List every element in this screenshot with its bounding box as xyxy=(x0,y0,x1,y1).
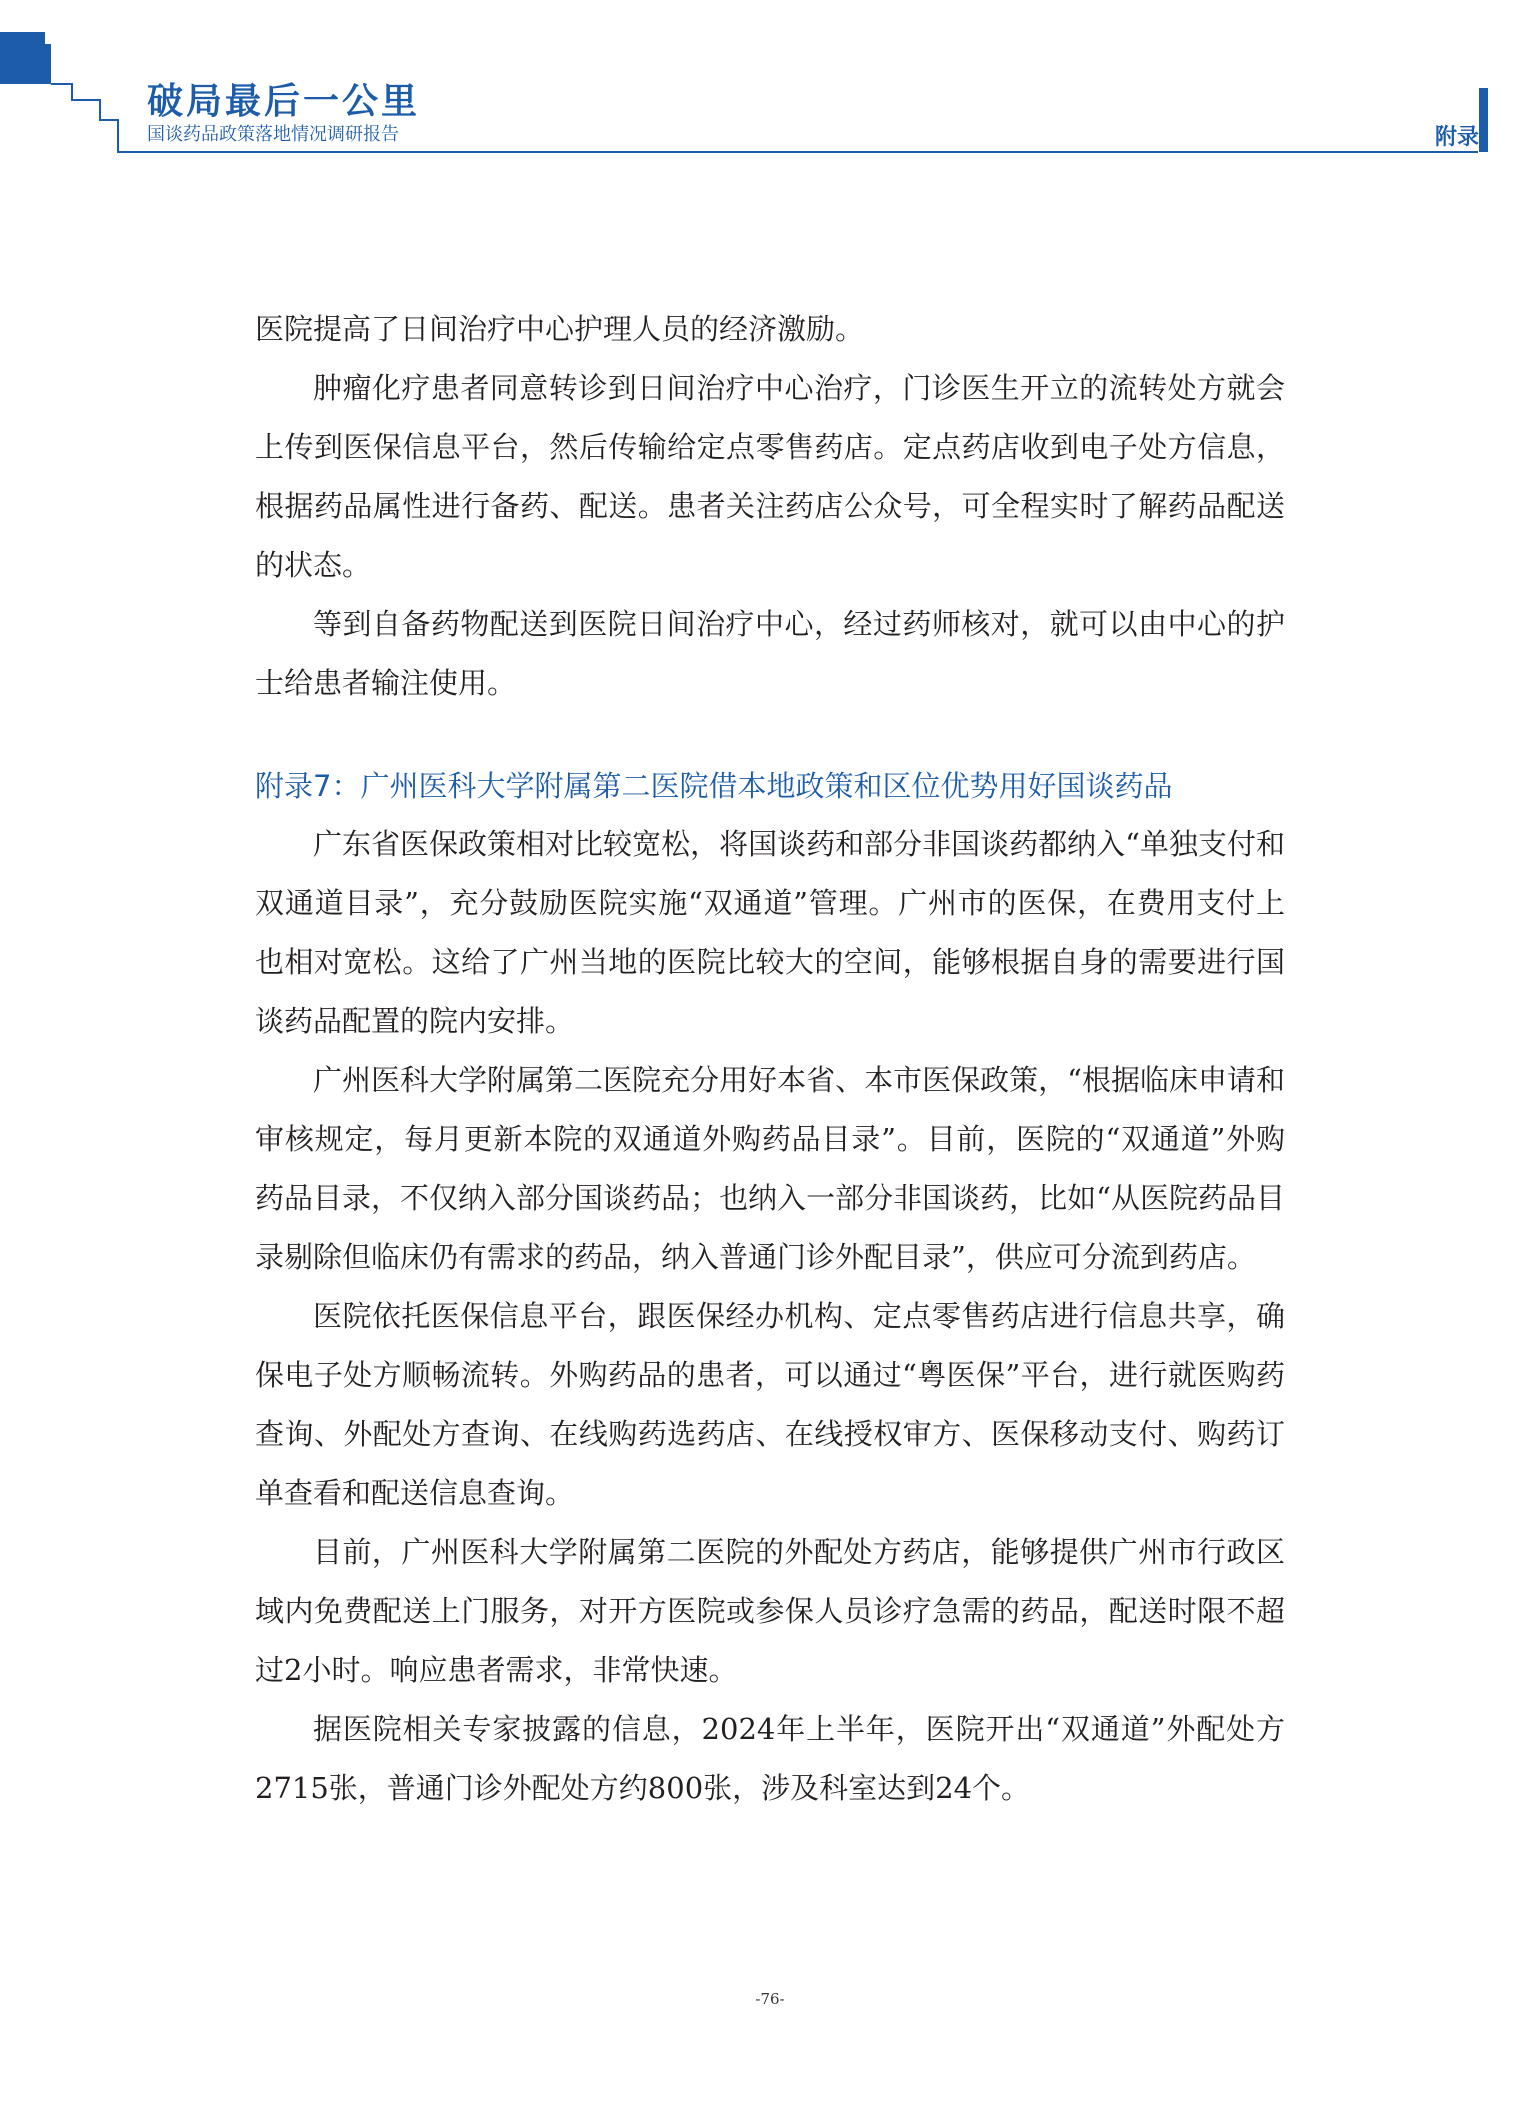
section-label: 附录 xyxy=(1434,125,1479,150)
appendix-heading: 附录7：广州医科大学附属第二医院借本地政策和区位优势用好国谈药品 xyxy=(255,769,1173,803)
body-paragraph: 广州医科大学附属第二医院充分用好本省、本市医保政策，“根据临床申请和审核规定，每月更新本院的双通道外购药品目录”。目前，医院的“双通道”外购药品目录，不仅纳入部分国谈药品；也纳入一部分非国谈药，比如“从医院药品目录剔除但临床仍有需求的药品，纳入普通门诊外配目录”，供应可分流到药店。 xyxy=(255,1063,1285,1274)
report-subtitle: 国谈药品政策落地情况调研报告 xyxy=(147,124,399,145)
body-paragraph: 目前，广州医科大学附属第二医院的外配处方药店，能够提供广州市行政区域内免费配送上门服务，对开方医院或参保人员诊疗急需的药品，配送时限不超过2小时。响应患者需求，非常快速。 xyxy=(255,1535,1285,1687)
header-corner-bar xyxy=(45,44,51,84)
page-content xyxy=(255,300,1285,1818)
report-title: 破局最后一公里 xyxy=(147,81,421,122)
header-corner-block xyxy=(0,32,45,84)
body-paragraph: 广东省医保政策相对比较宽松，将国谈药和部分非国谈药都纳入“单独支付和双通道目录”，充分鼓励医院实施“双通道”管理。广州市的医保，在费用支付上也相对宽松。这给了广州当地的医院比较大的空间，能够根据自身的需要进行国谈药品配置的院内安排。 xyxy=(255,827,1285,1038)
body-paragraph: 肿瘤化疗患者同意转诊到日间治疗中心治疗，门诊医生开立的流转处方就会上传到医保信息平台，然后传输给定点零售药店。定点药店收到电子处方信息，根据药品属性进行备药、配送。患者关注药店公众号，可全程实时了解药品配送的状态。 xyxy=(255,371,1285,582)
body-paragraph: 医院提高了日间治疗中心护理人员的经济激励。 xyxy=(255,312,865,346)
page-number: -76- xyxy=(755,1990,785,2008)
header-right-bar xyxy=(1479,88,1488,152)
page-header xyxy=(0,0,1540,160)
body-paragraph: 等到自备药物配送到医院日间治疗中心，经过药师核对，就可以由中心的护士给患者输注使用。 xyxy=(255,607,1285,700)
body-paragraph: 医院依托医保信息平台，跟医保经办机构、定点零售药店进行信息共享，确保电子处方顺畅流转。外购药品的患者，可以通过“粤医保”平台，进行就医购药查询、外配处方查询、在线购药选药店、在线授权审方、医保移动支付、购药订单查看和配送信息查询。 xyxy=(255,1299,1285,1510)
body-paragraph: 据医院相关专家披露的信息，2024年上半年，医院开出“双通道”外配处方2715张，普通门诊外配处方约800张，涉及科室达到24个。 xyxy=(255,1712,1285,1805)
